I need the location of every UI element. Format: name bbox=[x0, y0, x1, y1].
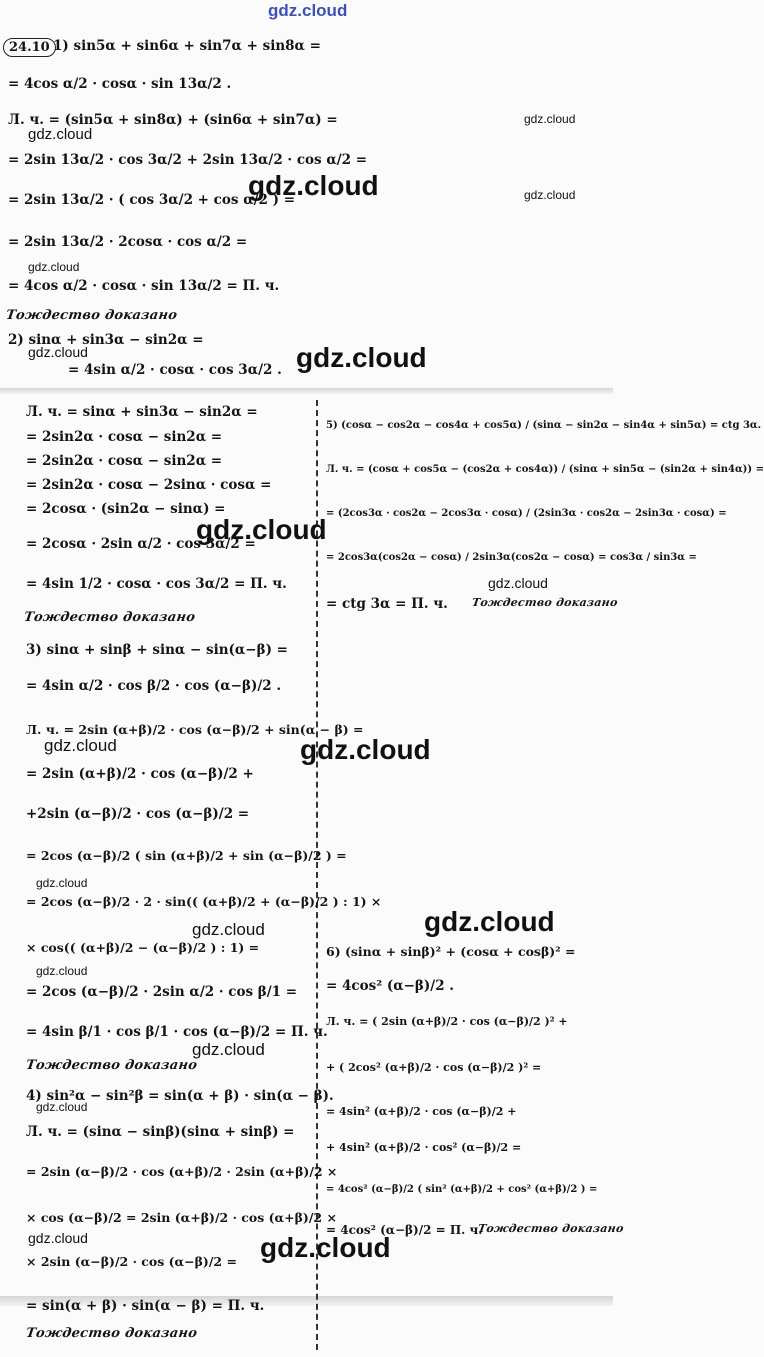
watermark-small: gdz.cloud bbox=[192, 1040, 265, 1059]
proved-note: Тождество доказано bbox=[471, 596, 619, 609]
part6-line: = 4sin² (α+β)/2 · cos (α−β)/2 + bbox=[326, 1105, 517, 1118]
part2-line: Л. ч. = sinα + sin3α − sin2α = bbox=[26, 404, 258, 420]
watermark-small: gdz.cloud bbox=[28, 344, 88, 360]
proved-note: Тождество доказано bbox=[24, 1058, 199, 1073]
part5-line: 5) (cosα − cos2α − cos4α + cos5α) / (sinα − sin2α − sin4α + sin5α) = ctg 3α. bbox=[326, 420, 762, 431]
part5-line: = 2cos3α(cos2α − cosα) / 2sin3α(cos2α − cosα) = cos3α / sin3α = bbox=[326, 552, 697, 563]
part6-line: + ( 2cos² (α+β)/2 · cos (α−β)/2 )² = bbox=[326, 1061, 542, 1074]
part2-line: = 2cosα · 2sin α/2 · cos 3α/2 = bbox=[26, 536, 256, 552]
part2-line: = 4sin α/2 · cosα · cos 3α/2 . bbox=[68, 362, 282, 378]
watermark-small: gdz.cloud bbox=[44, 736, 117, 755]
part2-line: = 2cosα · (sin2α − sinα) = bbox=[26, 501, 226, 517]
part2-line: 2) sinα + sin3α − sin2α = bbox=[8, 332, 204, 348]
part1-line: = 2sin 13α/2 · ( cos 3α/2 + cos α/2 ) = bbox=[8, 192, 296, 208]
part4-line: 4) sin²α − sin²β = sin(α + β) · sin(α − β). bbox=[26, 1088, 334, 1104]
part3-line: = 2cos (α−β)/2 ( sin (α+β)/2 + sin (α−β)/2 ) = bbox=[26, 848, 347, 863]
part3-line: Л. ч. = 2sin (α+β)/2 · cos (α−β)/2 + sin(α − β) = bbox=[26, 722, 364, 737]
watermark-small: gdz.cloud bbox=[28, 1230, 88, 1246]
part5-line: = ctg 3α = П. ч. bbox=[326, 596, 448, 612]
watermark-small: gdz.cloud bbox=[488, 575, 548, 591]
part6-line: = 4cos² (α−β)/2 ( sin² (α+β)/2 + cos² (α+β)/2 ) = bbox=[326, 1184, 598, 1195]
part3-line: +2sin (α−β)/2 · cos (α−β)/2 = bbox=[26, 806, 250, 822]
part1-line: = 2sin 13α/2 · 2cosα · cos α/2 = bbox=[8, 234, 248, 250]
part1-line: = 2sin 13α/2 · cos 3α/2 + 2sin 13α/2 · cos α/2 = bbox=[8, 152, 368, 168]
problem-number-badge: 24.10 bbox=[3, 38, 56, 57]
part3-line: = 2sin (α+β)/2 · cos (α−β)/2 + bbox=[26, 766, 254, 782]
proved-note: Тождество доказано bbox=[4, 308, 179, 323]
part3-line: 3) sinα + sinβ + sinα − sin(α−β) = bbox=[26, 642, 288, 658]
part1-line: 1) sin5α + sin6α + sin7α + sin8α = bbox=[53, 38, 321, 54]
part1-line: = 4cos α/2 · cosα · sin 13α/2 = П. ч. bbox=[8, 278, 280, 294]
part3-line: = 2cos (α−β)/2 · 2 · sin(( (α+β)/2 + (α−β)/2 ) : 1) × bbox=[26, 894, 382, 909]
part5-line: Л. ч. = (cosα + cos5α − (cos2α + cos4α)) / (sinα + sin5α − (sin2α + sin4α)) = bbox=[326, 464, 764, 475]
header-watermark: gdz.cloud bbox=[268, 1, 348, 20]
watermark-big: gdz.cloud bbox=[424, 906, 555, 937]
part2-line: = 2sin2α · cosα − sin2α = bbox=[26, 453, 223, 469]
part4-line: = sin(α + β) · sin(α − β) = П. ч. bbox=[26, 1298, 265, 1314]
part1-line: = 4cos α/2 · cosα · sin 13α/2 . bbox=[8, 76, 232, 92]
part6-line: 6) (sinα + sinβ)² + (cosα + cosβ)² = bbox=[326, 944, 576, 959]
proved-note: Тождество доказано bbox=[24, 1326, 199, 1341]
scan-separator bbox=[0, 388, 613, 394]
part6-line: + 4sin² (α+β)/2 · cos² (α−β)/2 = bbox=[326, 1141, 522, 1154]
watermark-small: gdz.cloud bbox=[36, 1100, 88, 1114]
part4-line: × 2sin (α−β)/2 · cos (α−β)/2 = bbox=[26, 1254, 237, 1269]
watermark-big: gdz.cloud bbox=[260, 1232, 391, 1263]
part5-line: = (2cos3α · cos2α − 2cos3α · cosα) / (2sin3α · cos2α − 2sin3α · cosα) = bbox=[326, 508, 727, 519]
part3-line: = 4sin α/2 · cos β/2 · cos (α−β)/2 . bbox=[26, 678, 282, 694]
part3-line: = 4sin β/1 · cos β/1 · cos (α−β)/2 = П. ч. bbox=[26, 1024, 328, 1040]
part6-line: Л. ч. = ( 2sin (α+β)/2 · cos (α−β)/2 )² + bbox=[326, 1015, 568, 1028]
watermark-small: gdz.cloud bbox=[36, 876, 88, 890]
watermark-big: gdz.cloud bbox=[248, 170, 379, 201]
part3-line: × cos(( (α+β)/2 − (α−β)/2 ) : 1) = bbox=[26, 940, 260, 955]
part3-line: = 2cos (α−β)/2 · 2sin α/2 · cos β/1 = bbox=[26, 984, 298, 1000]
proved-note: Тождество доказано bbox=[477, 1222, 625, 1235]
part4-line: × cos (α−β)/2 = 2sin (α+β)/2 · cos (α+β)/2 × bbox=[26, 1210, 337, 1225]
watermark-small: gdz.cloud bbox=[28, 126, 93, 143]
watermark-big: gdz.cloud bbox=[296, 342, 427, 373]
watermark-small: gdz.cloud bbox=[524, 188, 576, 202]
part4-line: Л. ч. = (sinα − sinβ)(sinα + sinβ) = bbox=[26, 1124, 295, 1140]
watermark-big: gdz.cloud bbox=[300, 734, 431, 765]
watermark-small: gdz.cloud bbox=[36, 964, 88, 978]
watermark-big: gdz.cloud bbox=[196, 514, 327, 545]
part6-line: = 4cos² (α−β)/2 = П. ч. bbox=[326, 1223, 483, 1237]
part2-line: = 4sin 1/2 · cosα · cos 3α/2 = П. ч. bbox=[26, 576, 287, 592]
part6-line: = 4cos² (α−β)/2 . bbox=[326, 978, 455, 994]
part1-line: Л. ч. = (sin5α + sin8α) + (sin6α + sin7α) = bbox=[8, 112, 338, 128]
proved-note: Тождество доказано bbox=[22, 610, 197, 625]
part2-line: = 2sin2α · cosα − 2sinα · cosα = bbox=[26, 477, 272, 493]
part2-line: = 2sin2α · cosα − sin2α = bbox=[26, 429, 223, 445]
part4-line: = 2sin (α−β)/2 · cos (α+β)/2 · 2sin (α+β)/2 × bbox=[26, 1164, 338, 1179]
watermark-small: gdz.cloud bbox=[524, 112, 576, 126]
watermark-small: gdz.cloud bbox=[28, 260, 80, 274]
watermark-small: gdz.cloud bbox=[192, 920, 265, 939]
